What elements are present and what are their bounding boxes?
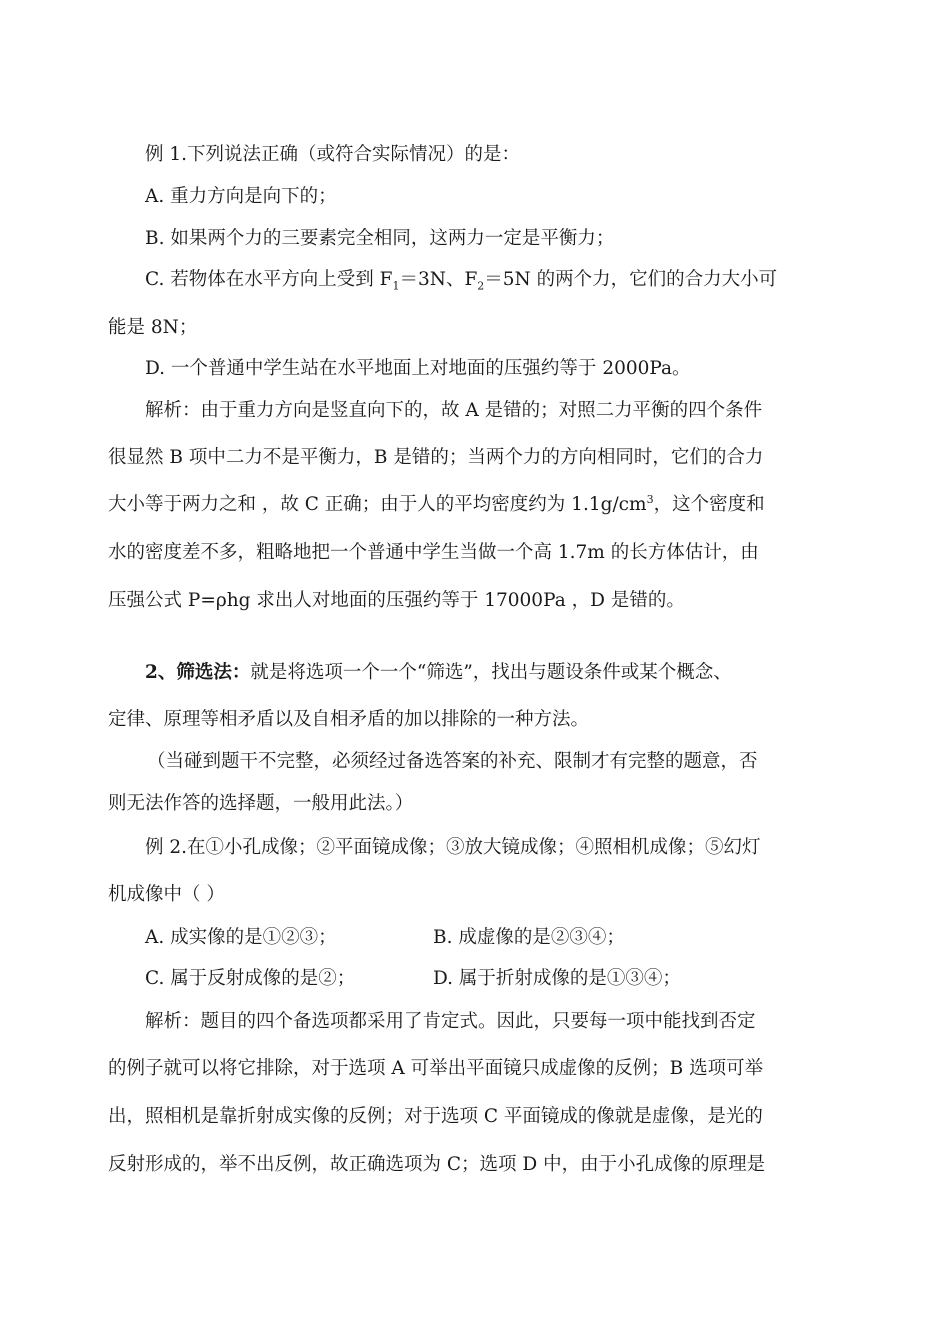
example2-option-d: D. 属于折射成像的是①③④； [433,968,681,989]
section2-note-cont: 则无法作答的选择题，一般用此法。） [108,793,414,814]
example2-option-c: C. 属于反射成像的是②； [145,968,356,989]
example1-option-b: B. 如果两个力的三要素完全相同，这两力一定是平衡力； [145,228,615,249]
example1-option-a: A. 重力方向是向下的； [145,186,337,207]
example1-analysis-line: 压强公式 P=ρhg 求出人对地面的压强约等于 17000Pa ，D 是错的。 [108,590,685,611]
example2-question-cont: 机成像中（ ） [108,884,225,905]
example1-option-c: C. 若物体在水平方向上受到 $F_1=3N$、$F_2=5N$ 的两个力，它们的合力大小可 [145,269,778,293]
section2-heading-line [145,661,732,685]
section2-title: 2、筛选法： [145,662,251,683]
example2-analysis-line: 的例子就可以将它排除，对于选项 A 可举出平面镜只成虚像的反例；B 选项可举 [108,1058,764,1079]
section2-note: （当碰到题干不完整，必须经过备选答案的补充、限制才有完整的题意，否 [147,751,758,772]
example1-option-c-cont: 能是 8N； [108,317,198,338]
example1-option-d: D. 一个普通中学生站在水平地面上对地面的压强约等于 2000Pa。 [145,358,691,379]
example2-analysis-line: 出，照相机是靠折射成实像的反例；对于选项 C 平面镜成的像就是虚像，是光的 [108,1106,763,1127]
example1-analysis-line: 大小等于两力之和 ，故 C 正确；由于人的平均密度约为 $1.1g/cm^3$，这个密度和 [108,492,765,515]
example2-option-b: B. 成虚像的是②③④； [433,927,625,948]
section2-desc: 就是将选项一个一个“筛选”，找出与题设条件或某个概念、 [250,662,732,683]
example2-analysis-line: 反射形成的，举不出反例，故正确选项为 C；选项 D 中，由于小孔成像的原理是 [108,1154,766,1175]
example1-question: 例 1.下列说法正确（或符合实际情况）的是： [145,144,521,165]
section2-desc-cont: 定律、原理等相矛盾以及自相矛盾的加以排除的一种方法。 [108,709,590,730]
example1-analysis-line: 水的密度差不多，粗略地把一个普通中学生当做一个高 1.7m 的长方体估计，由 [108,542,759,563]
example2-analysis-line: 解析：题目的四个备选项都采用了肯定式。因此，只要每一项中能找到否定 [145,1011,756,1032]
example2-question: 例 2.在①小孔成像；②平面镜成像；③放大镜成像；④照相机成像；⑤幻灯 [145,837,761,858]
example2-option-a: A. 成实像的是①②③； [145,927,337,948]
example1-analysis-line: 很显然 B 项中二力不是平衡力，B 是错的；当两个力的方向相同时，它们的合力 [108,447,764,468]
example1-analysis-line: 解析：由于重力方向是竖直向下的，故 A 是错的；对照二力平衡的四个条件 [145,400,763,421]
